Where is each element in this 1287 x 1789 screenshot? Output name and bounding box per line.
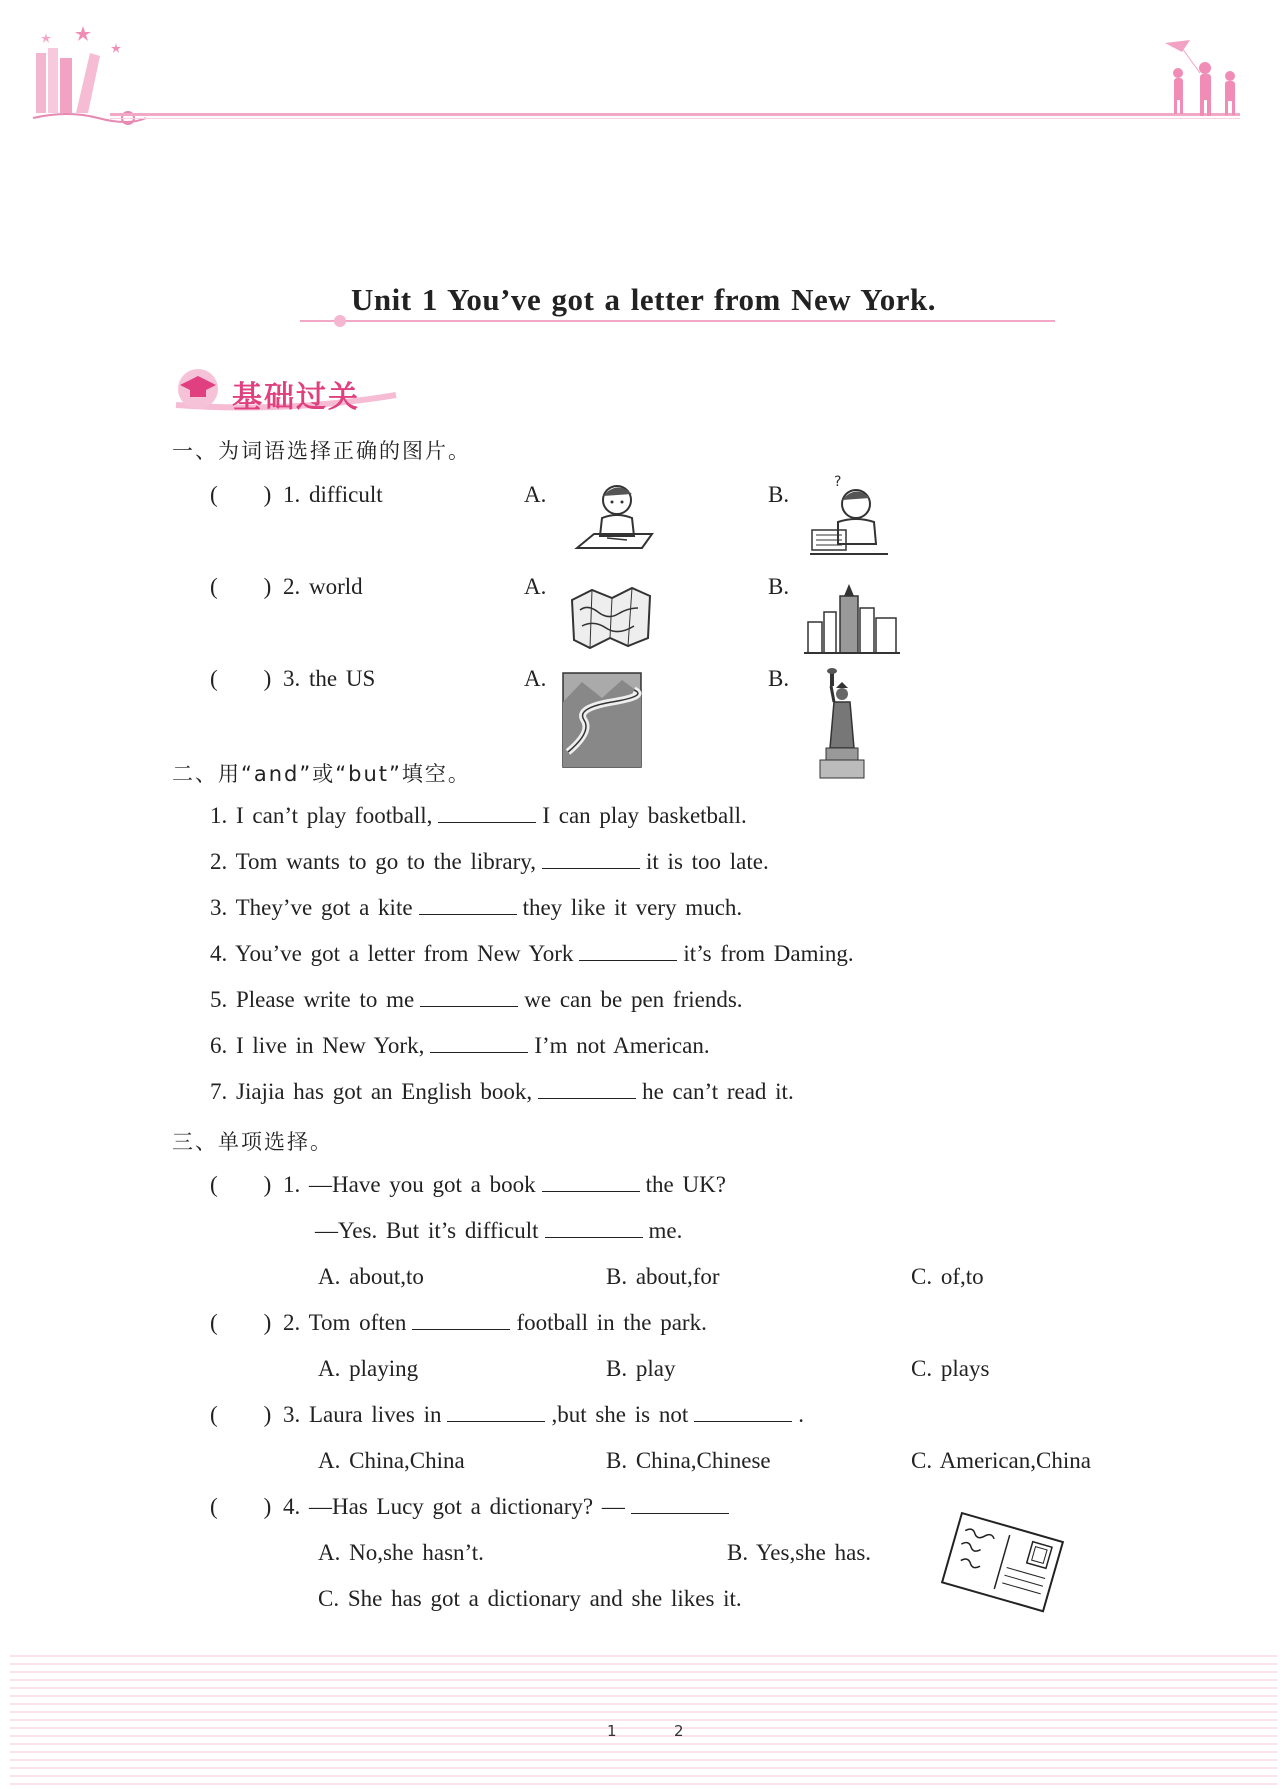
option-b-label: B. (768, 482, 790, 507)
answer-paren[interactable]: ( ) (210, 1310, 272, 1335)
sentence-text: 4. You’ve got a letter from New York (210, 941, 574, 966)
great-wall-icon (562, 672, 642, 768)
footer-band (10, 1655, 1277, 1789)
choice-a[interactable]: A. playing (318, 1356, 419, 1381)
answer-blank[interactable] (631, 1495, 729, 1514)
answer-blank[interactable] (542, 1173, 640, 1192)
fill-sentence-5 (210, 987, 743, 1013)
choice-b[interactable]: B. China,Chinese (606, 1448, 771, 1473)
word-item: 2. world (283, 574, 363, 599)
children-kite-icon (1160, 38, 1245, 118)
sentence-text: 5. Please write to me (210, 987, 415, 1012)
question-1 (283, 1172, 726, 1198)
question-text: me. (648, 1218, 683, 1243)
choice-b[interactable]: B. about,for (606, 1264, 720, 1289)
sentence-text: we can be pen friends. (524, 987, 743, 1012)
section-title: 基础过关 (232, 380, 360, 415)
part3-heading: 三、单项选择。 (172, 1130, 333, 1154)
question-4 (283, 1494, 735, 1520)
question-text: ,but she is not (551, 1402, 689, 1427)
answer-blank[interactable] (579, 942, 677, 961)
question-text: 4. —Has Lucy got a dictionary? — (283, 1494, 625, 1519)
fill-sentence-1 (210, 803, 747, 829)
statue-of-liberty-icon (814, 668, 870, 780)
choice-a[interactable]: A. No,she hasn’t. (318, 1540, 484, 1565)
fill-sentence-7 (210, 1079, 794, 1105)
sentence-text: it’s from Daming. (683, 941, 854, 966)
boy-writing-icon (572, 478, 656, 552)
title-underline (300, 320, 1055, 322)
answer-paren[interactable]: ( ) (210, 1494, 272, 1519)
choice-c[interactable]: C. American,China (911, 1448, 1091, 1473)
map-icon (568, 582, 654, 652)
choice-c[interactable]: C. She has got a dictionary and she likes it. (318, 1586, 742, 1611)
word-item: 1. difficult (283, 482, 383, 507)
sentence-text: 3. They’ve got a kite (210, 895, 413, 920)
question-text: 1. —Have you got a book (283, 1172, 536, 1197)
question-1-line2 (315, 1218, 682, 1244)
question-text: . (798, 1402, 804, 1427)
title-dot (334, 315, 346, 327)
sentence-text: I can play basketball. (542, 803, 747, 828)
choice-a[interactable]: A. about,to (318, 1264, 424, 1289)
fill-sentence-6 (210, 1033, 710, 1059)
answer-blank[interactable] (538, 1080, 636, 1099)
sentence-text: they like it very much. (522, 895, 743, 920)
answer-blank[interactable] (545, 1219, 643, 1238)
fill-sentence-3 (210, 895, 742, 921)
answer-paren[interactable]: ( ) (210, 666, 272, 691)
answer-paren[interactable]: ( ) (210, 1172, 272, 1197)
part2-heading: 二、用“and”或“but”填空。 (172, 762, 471, 786)
choice-c[interactable]: C. of,to (911, 1264, 984, 1289)
fill-sentence-4 (210, 941, 854, 967)
sentence-text: 6. I live in New York, (210, 1033, 425, 1058)
page-number-right: 2 (674, 1722, 684, 1740)
answer-blank[interactable] (542, 850, 640, 869)
header-rule-thin (110, 118, 1240, 119)
question-text: the UK? (645, 1172, 726, 1197)
option-a-label: A. (524, 482, 547, 507)
choice-b[interactable]: B. Yes,she has. (727, 1540, 872, 1565)
option-a-label: A. (524, 574, 547, 599)
sentence-text: I’m not American. (534, 1033, 710, 1058)
page-number-left: 1 (607, 1722, 617, 1740)
sentence-text: 7. Jiajia has got an English book, (210, 1079, 533, 1104)
choice-b[interactable]: B. play (606, 1356, 676, 1381)
answer-paren[interactable]: ( ) (210, 1402, 272, 1427)
fill-sentence-2 (210, 849, 769, 875)
question-text: football in the park. (516, 1310, 707, 1335)
question-text: 2. Tom often (283, 1310, 407, 1335)
answer-blank[interactable] (694, 1403, 792, 1422)
question-3 (283, 1402, 804, 1428)
answer-blank[interactable] (430, 1034, 528, 1053)
question-text: 3. Laura lives in (283, 1402, 442, 1427)
sentence-text: he can’t read it. (642, 1079, 794, 1104)
header-kids (1160, 38, 1245, 118)
question-2 (283, 1310, 707, 1336)
answer-paren[interactable]: ( ) (210, 574, 272, 599)
sentence-text: 2. Tom wants to go to the library, (210, 849, 537, 874)
choice-c[interactable]: C. plays (911, 1356, 990, 1381)
answer-blank[interactable] (419, 896, 517, 915)
part1-heading: 一、为词语选择正确的图片。 (172, 439, 471, 463)
svg-text:?: ? (834, 474, 842, 490)
answer-blank[interactable] (447, 1403, 545, 1422)
answer-blank[interactable] (420, 988, 518, 1007)
postcard-icon (940, 1508, 1065, 1616)
answer-blank[interactable] (412, 1311, 510, 1330)
option-b-label: B. (768, 574, 790, 599)
option-b-label: B. (768, 666, 790, 691)
answer-paren[interactable]: ( ) (210, 482, 272, 507)
header-rule (110, 113, 1240, 116)
word-item: 3. the US (283, 666, 376, 691)
sentence-text: 1. I can’t play football, (210, 803, 433, 828)
answer-blank[interactable] (438, 804, 536, 823)
sentence-text: it is too late. (646, 849, 769, 874)
city-skyline-icon (804, 582, 900, 654)
choice-a[interactable]: A. China,China (318, 1448, 465, 1473)
boy-confused-icon (808, 472, 890, 562)
option-a-label: A. (524, 666, 547, 691)
question-text: —Yes. But it’s difficult (315, 1218, 539, 1243)
unit-title: Unit 1 You’ve got a letter from New York. (351, 282, 936, 317)
